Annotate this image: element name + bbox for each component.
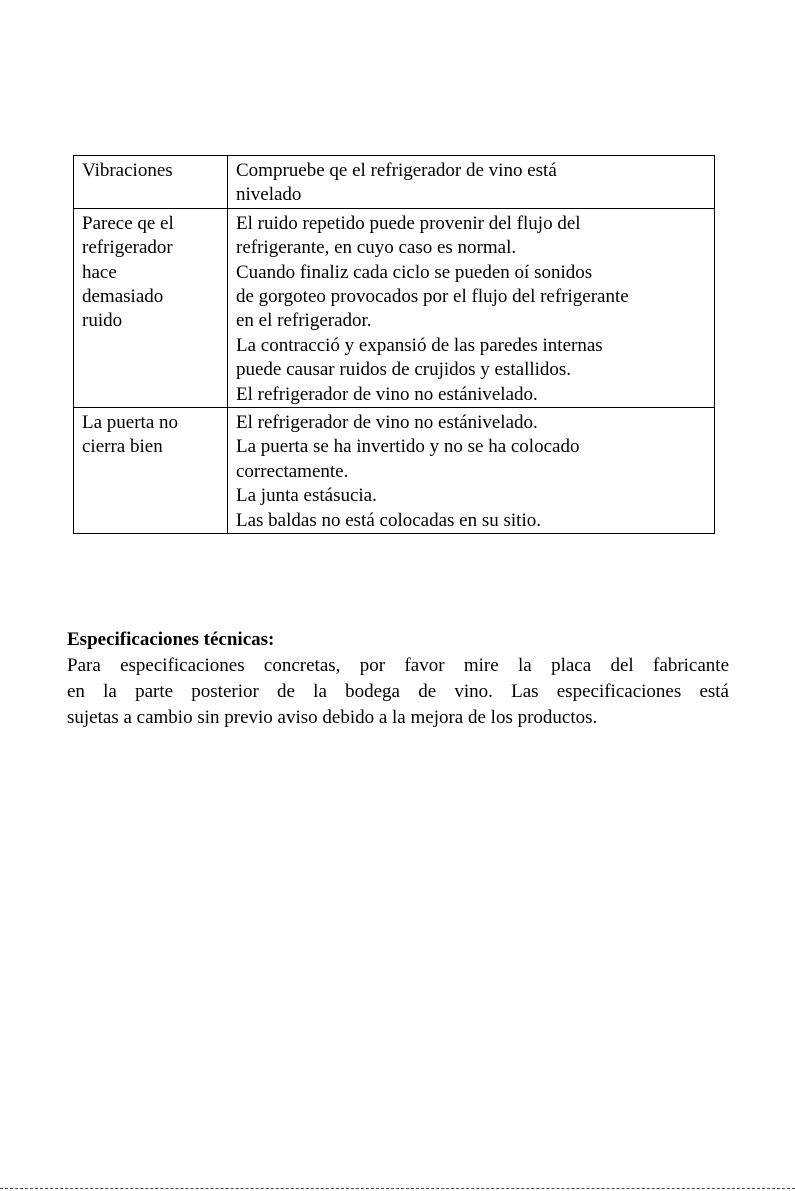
page-bottom-rule [0, 1188, 795, 1189]
solution-text: en el refrigerador. [236, 310, 372, 332]
table-row [74, 208, 715, 407]
solution-text: Las baldas no está colocadas en su sitio. [236, 509, 541, 531]
problem-text: cierra bien [82, 436, 163, 458]
paragraph-line: sujetas a cambio sin previo aviso debido a la mejora de los productos. [67, 707, 598, 728]
specifications-heading: Especificaciones técnicas: [67, 629, 275, 650]
problem-text: Parece qe el [82, 212, 174, 234]
problem-text: refrigerador [82, 237, 173, 259]
solution-text: La contracció y expansió de las paredes internas [236, 334, 603, 356]
specifications-section [67, 627, 729, 731]
table-row [74, 408, 715, 534]
solution-text: Compruebe qe el refrigerador de vino está [236, 160, 557, 181]
problem-cell [74, 408, 228, 534]
solution-text: El ruido repetido puede provenir del flujo del [236, 212, 581, 234]
solution-text: La puerta se ha invertido y no se ha colocado [236, 436, 580, 458]
solution-text: de gorgoteo provocados por el flujo del refrigerante [236, 286, 629, 308]
solution-text: nivelado [236, 184, 302, 206]
solution-text: Cuando finaliz cada ciclo se pueden oí sonidos [236, 261, 593, 283]
problem-cell [74, 208, 228, 407]
solution-text: correctamente. [236, 460, 349, 482]
solution-text: refrigerante, en cuyo caso es normal. [236, 237, 517, 259]
table-row [74, 156, 715, 209]
solution-cell [228, 208, 715, 407]
problem-text: ruido [82, 310, 123, 332]
problem-text: hace [82, 261, 117, 283]
troubleshooting-table [73, 155, 715, 534]
problem-text: demasiado [82, 286, 164, 308]
solution-cell [228, 156, 715, 209]
solution-text: El refrigerador de vino no estánivelado. [236, 383, 538, 405]
problem-text: La puerta no [82, 412, 179, 434]
paragraph-line: en la parte posterior de la bodega de vino. Las especificaciones está [67, 681, 729, 702]
problem-cell [74, 156, 228, 209]
solution-text: El refrigerador de vino no estánivelado. [236, 412, 538, 434]
specifications-paragraph [67, 653, 729, 731]
problem-text: Vibraciones [82, 160, 173, 181]
solution-text: La junta estásucia. [236, 485, 377, 507]
paragraph-line: Para especificaciones concretas, por favor mire la placa del fabricante [67, 655, 729, 676]
solution-text: puede causar ruidos de crujidos y estallidos. [236, 359, 572, 381]
solution-cell [228, 408, 715, 534]
